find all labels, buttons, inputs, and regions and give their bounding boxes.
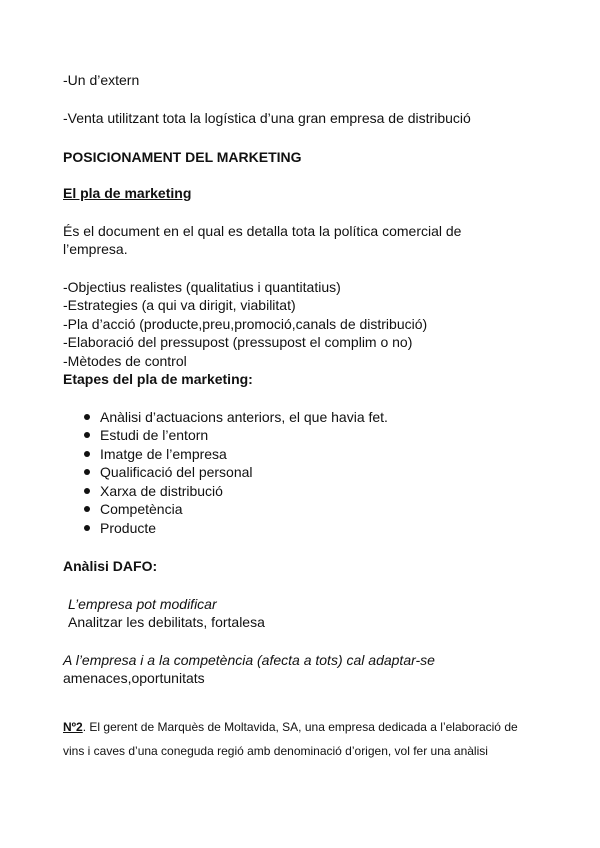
intro-line: -Un d’extern <box>63 72 140 88</box>
dafo-internal-text: Analitzar les debilitats, fortalesa <box>68 614 265 630</box>
exercise-line: vins i caves d’una coneguda regió amb denominació d’origen, vol fer una anàlisi <box>63 744 488 758</box>
plan-item: -Elaboració del pressupost (pressupost el complim o no) <box>63 334 413 350</box>
intro-line: -Venta utilitzant tota la logística d’una gran empresa de distribució <box>63 110 471 126</box>
plan-item: -Objectius realistes (qualitatius i quantitatius) <box>63 279 341 295</box>
definition-line: l’empresa. <box>63 241 128 257</box>
definition-line: És el document en el qual es detalla tota la política comercial de <box>63 223 462 239</box>
stages-heading: Etapes del pla de marketing: <box>63 371 253 387</box>
subheading: El pla de marketing <box>63 185 192 201</box>
exercise-number: Nº2 <box>63 720 83 734</box>
section-heading: POSICIONAMENT DEL MARKETING <box>63 149 302 165</box>
exercise-text: . El gerent de Marquès de Moltavida, SA, una empresa dedicada a l’elaboració de <box>82 720 518 734</box>
plan-item: -Mètodes de control <box>63 353 187 369</box>
dafo-external-note: A l’empresa i a la competència (afecta a tots) cal adaptar-se <box>63 652 435 668</box>
dafo-internal-note: L’empresa pot modificar <box>68 596 217 612</box>
plan-item: -Estrategies (a qui va dirigit, viabilitat) <box>63 297 296 313</box>
dafo-heading: Anàlisi DAFO: <box>63 558 158 574</box>
plan-item: -Pla d’acció (producte,preu,promoció,canals de distribució) <box>63 316 428 332</box>
dafo-external-text: amenaces,oportunitats <box>63 670 205 686</box>
exercise-line <box>63 719 518 735</box>
